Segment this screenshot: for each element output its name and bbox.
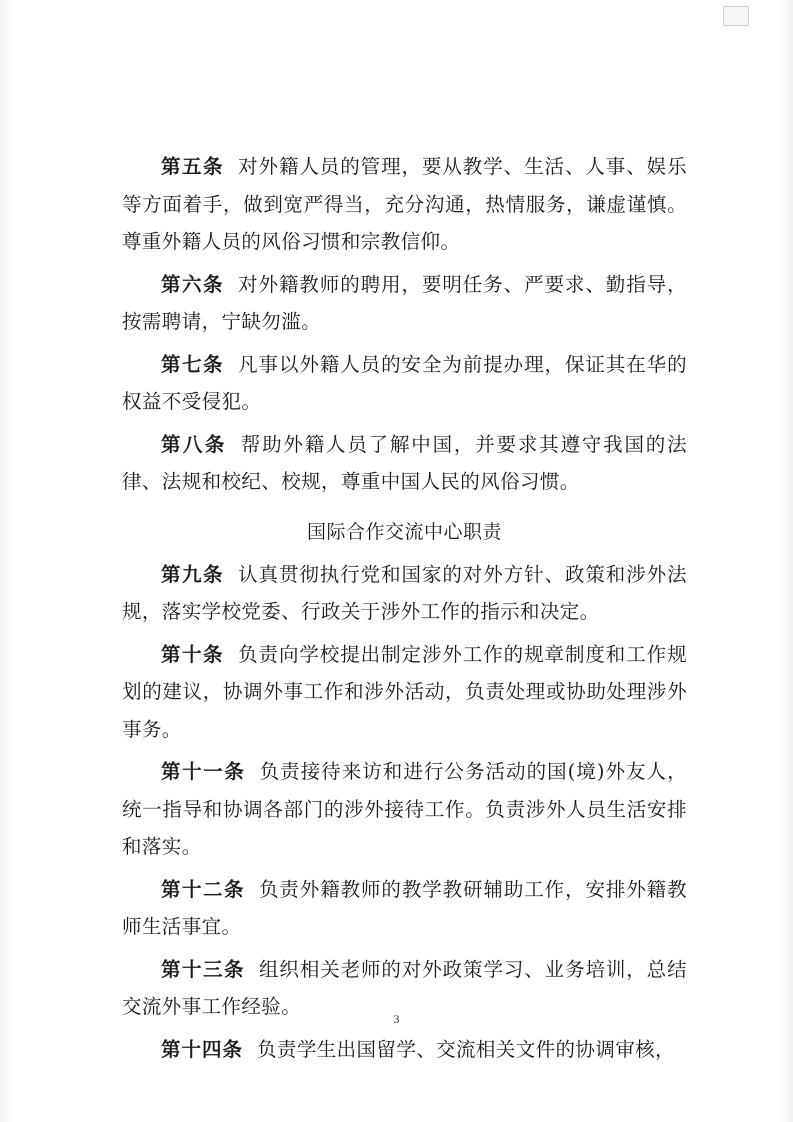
article-number: 第十一条 — [161, 760, 246, 783]
article-14 — [122, 1031, 687, 1069]
article-number: 第九条 — [161, 562, 225, 586]
article-number: 第十条 — [161, 642, 225, 666]
page-number: 3 — [393, 1012, 400, 1026]
article-number: 第八条 — [161, 432, 227, 456]
article-7 — [122, 346, 687, 421]
article-text: 认真贯彻执行党和国家的对外方针、政策和涉外法规，落实学校党委、行政关于涉外工作的指示和决定。 — [122, 562, 687, 623]
article-text: 对外籍教师的聘用，要明任务、严要求、勤指导，按需聘请，宁缺勿滥。 — [122, 272, 687, 333]
article-number: 第十三条 — [161, 957, 246, 981]
article-number: 第十四条 — [161, 1037, 244, 1061]
article-11 — [122, 753, 687, 866]
article-9 — [122, 556, 687, 631]
article-number: 第五条 — [161, 155, 225, 178]
scan-corner-mark — [723, 6, 749, 26]
article-text: 凡事以外籍人员的安全为前提办理，保证其在华的权益不受侵犯。 — [122, 352, 687, 413]
article-8 — [122, 426, 687, 501]
article-10 — [122, 636, 687, 749]
article-12 — [122, 871, 687, 946]
article-5 — [122, 148, 687, 261]
article-text: 负责外籍教师的教学教研辅助工作，安排外籍教师生活事宜。 — [122, 877, 687, 938]
article-text: 对外籍人员的管理，要从教学、生活、人事、娱乐等方面着手，做到宽严得当，充分沟通，热情服务，谦虚谨慎。尊重外籍人员的风俗习惯和宗教信仰。 — [122, 155, 687, 253]
article-text: 帮助外籍人员了解中国，并要求其遵守我国的法律、法规和校纪、校规，尊重中国人民的风俗习惯。 — [122, 432, 687, 493]
document-body — [122, 148, 687, 1073]
article-number: 第六条 — [161, 272, 225, 296]
section-heading: 国际合作交流中心职责 — [306, 520, 502, 543]
article-text: 组织相关老师的对外政策学习、业务培训，总结交流外事工作经验。 — [122, 957, 687, 1018]
article-text: 负责学生出国留学、交流相关文件的协调审核， — [257, 1037, 675, 1061]
article-text: 负责接待来访和进行公务活动的国(境)外友人，统一指导和协调各部门的涉外接待工作。负责涉外人员生活安排和落实。 — [122, 760, 687, 858]
article-number: 第十二条 — [161, 877, 246, 901]
article-6 — [122, 266, 687, 341]
article-number: 第七条 — [161, 352, 225, 376]
article-text: 负责向学校提出制定涉外工作的规章制度和工作规划的建议，协调外事工作和涉外活动，负责处理或协助处理涉外事务。 — [122, 642, 687, 741]
